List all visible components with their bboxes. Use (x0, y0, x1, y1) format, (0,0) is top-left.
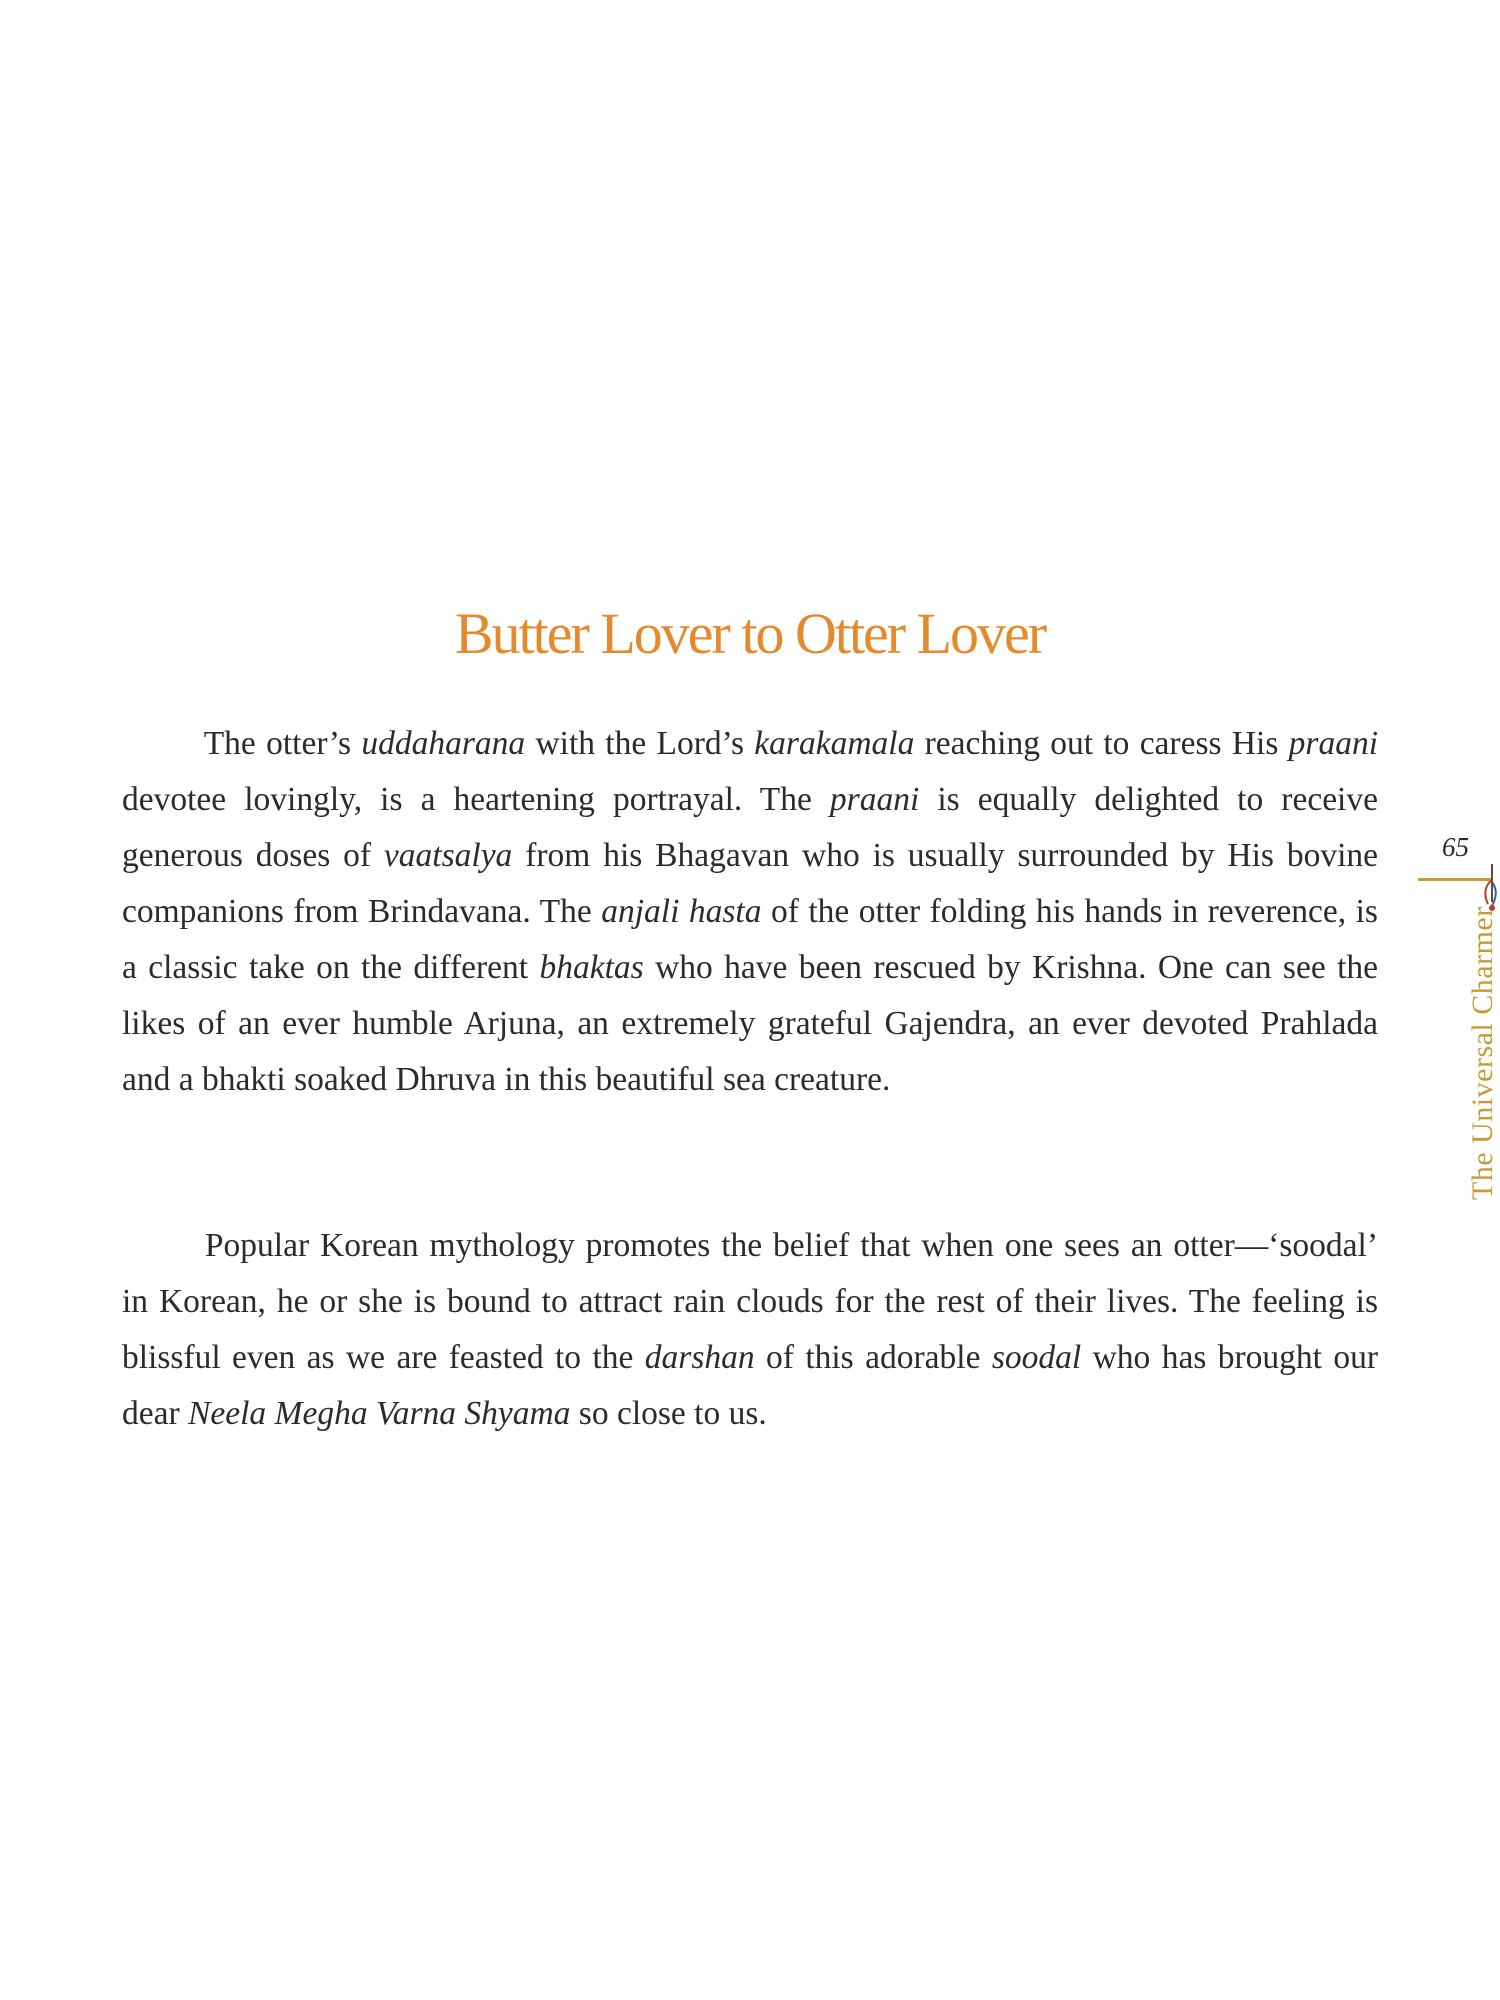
page-title: Butter Lover to Otter Lover (454, 601, 1046, 666)
italic-term: praani (1288, 725, 1379, 762)
text-segment: Popular Korean mythology promotes the belief that when one sees an otter—‘soodal’ in Korean, he or she is bound to attract rain clouds for the rest of their lives. The feeling is blissful even as we are feasted to the (122, 1227, 1379, 1376)
running-head-text: The Universal Charmer (1466, 906, 1499, 1200)
text-segment: of this adorable (766, 1339, 992, 1376)
running-head (1446, 900, 1499, 1200)
italic-term: praani (829, 781, 920, 818)
text-segment: from his Bhagavan who is usually surrounded by His bovine companions from Brindavana. The (122, 837, 1379, 930)
text-segment: is equally delighted to receive generous doses of (122, 781, 1378, 874)
italic-term: vaatsalya (383, 837, 513, 874)
page-number: 65 (1442, 832, 1469, 862)
text-segment: with the Lord’s (535, 725, 755, 762)
text-segment: who has brought our dear (122, 1339, 1379, 1432)
text-segment: so close to us. (578, 1395, 767, 1432)
text-segment: reaching out to caress His (924, 725, 1289, 762)
text-segment: devotee lovingly, is a heartening portrayal. The (122, 781, 830, 818)
italic-term: karakamala (754, 725, 915, 762)
text-segment: of the otter folding his hands in reverence, is a classic take on the different (122, 893, 1378, 986)
italic-term: darshan (644, 1339, 755, 1376)
italic-term: soodal (991, 1339, 1082, 1376)
text-segment: who have been rescued by Krishna. One can see the likes of an ever humble Arjuna, an extremely grateful Gajendra, an ever devoted Prahlada and a bhakti soaked Dhruva in this beautiful sea creature. (122, 949, 1379, 1098)
italic-term: bhaktas (539, 949, 644, 986)
paragraph-1 (122, 716, 1378, 1108)
text-segment: The otter’s (203, 725, 362, 762)
italic-term: Neela Megha Varna Shyama (188, 1395, 571, 1432)
paragraph-2 (122, 1218, 1378, 1442)
italic-term: anjali hasta (601, 893, 762, 930)
italic-term: uddaharana (361, 725, 526, 762)
